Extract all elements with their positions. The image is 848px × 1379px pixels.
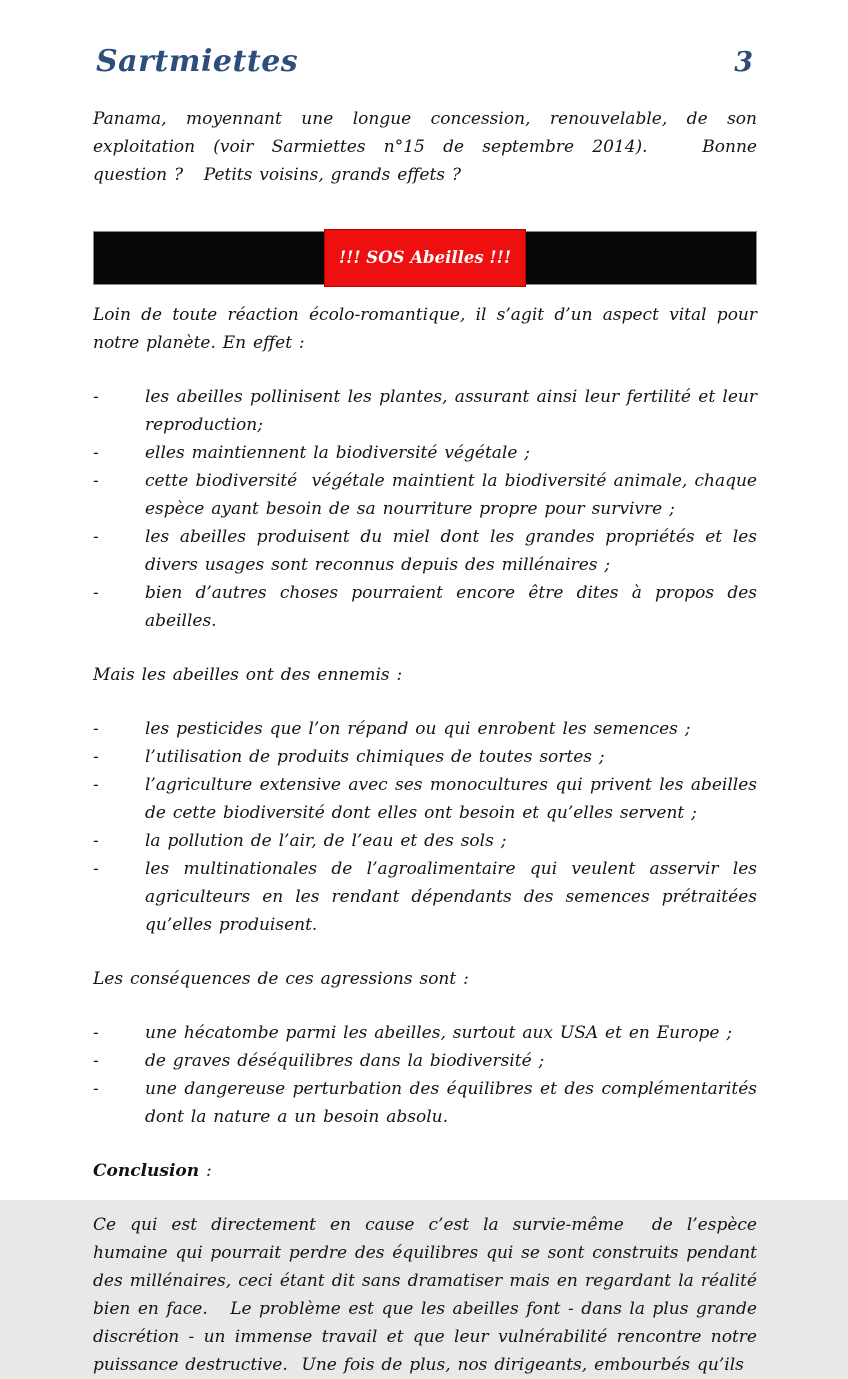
list-item-dash: - [93, 1023, 99, 1043]
page-content [0, 105, 848, 1379]
list-item-text: les abeilles pollinisent les plantes, assurant ainsi leur fertilité et leur reproduction; [145, 387, 757, 435]
list-item-text: de graves déséquilibres dans la biodiversité ; [145, 1051, 545, 1071]
list-item-text: la pollution de l’air, de l’eau et des sols ; [145, 831, 507, 851]
list-item [93, 523, 757, 579]
list-item-dash: - [93, 859, 99, 879]
paragraph-effet: Loin de toute réaction écolo-romantique, il s’agit d’un aspect vital pour notre planète. En effet : [93, 305, 757, 353]
list-item [93, 579, 757, 635]
list-item-dash: - [93, 583, 99, 603]
list-item-text: l’utilisation de produits chimiques de toutes sortes ; [145, 747, 605, 767]
list-item [93, 1047, 757, 1075]
list-item [93, 743, 757, 771]
list-item [93, 827, 757, 855]
list-item [93, 439, 757, 467]
page-number: 3 [734, 47, 753, 78]
consequences-list [93, 1019, 757, 1131]
list-item [93, 771, 757, 827]
benefits-list [93, 383, 757, 635]
list-item [93, 855, 757, 939]
list-item-dash: - [93, 527, 99, 547]
list-item-dash: - [93, 443, 99, 463]
list-item-dash: - [93, 831, 99, 851]
list-item-text: une dangereuse perturbation des équilibres et des complémentarités dont la nature a un besoin absolu. [145, 1079, 757, 1127]
conclusion-colon: : [199, 1161, 212, 1181]
list-item-dash: - [93, 471, 99, 491]
list-item-text: elles maintiennent la biodiversité végétale ; [145, 443, 531, 463]
list-item [93, 1019, 757, 1047]
list-item-dash: - [93, 747, 99, 767]
sos-banner [93, 231, 757, 285]
paragraph-ennemis: Mais les abeilles ont des ennemis : [93, 665, 403, 685]
newsletter-title: Sartmiettes [96, 44, 299, 79]
list-item-text: les multinationales de l’agroalimentaire qui veulent asservir les agriculteurs en les rendant dépendants des semences prétraitées qu’elles produisent. [145, 859, 757, 935]
list-item-dash: - [93, 387, 99, 407]
list-item [93, 467, 757, 523]
paragraph-consequences: Les conséquences de ces agressions sont : [93, 969, 469, 989]
list-item-text: l’agriculture extensive avec ses monocultures qui privent les abeilles de cette biodiversité dont elles ont besoin et qu’elles servent ; [145, 775, 757, 823]
list-item-text: cette biodiversité végétale maintient la biodiversité animale, chaque espèce ayant besoin de sa nourriture propre pour survivre ; [145, 471, 757, 519]
sos-banner-red-box [324, 229, 526, 287]
list-item-dash: - [93, 775, 99, 795]
list-item-text: bien d’autres choses pourraient encore être dites à propos des abeilles. [145, 583, 757, 631]
list-item [93, 1075, 757, 1131]
conclusion-paragraph: Ce qui est directement en cause c’est la survie-même de l’espèce humaine qui pourrait perdre des équilibres qui se sont construits pendant des millénaires, ceci étant dit sans dramatiser mais en regardant la réalité bien en face. Le problème est que les abeilles font - dans la plus grande discrétion - un immense travail et que leur vulnérabilité rencontre notre puissance destructive. Une fois de plus, nos dirigeants, embourbés qu’ils [93, 1215, 757, 1375]
list-item-text: les pesticides que l’on répand ou qui enrobent les semences ; [145, 719, 691, 739]
list-item-dash: - [93, 1051, 99, 1071]
conclusion-heading [93, 1157, 757, 1185]
list-item-dash: - [93, 1079, 99, 1099]
list-item-text: les abeilles produisent du miel dont les grandes propriétés et les divers usages sont reconnus depuis des millénaires ; [145, 527, 757, 575]
list-item-dash: - [93, 719, 99, 739]
conclusion-label: Conclusion [93, 1161, 200, 1181]
page-header [0, 0, 848, 79]
intro-paragraph: Panama, moyennant une longue concession, renouvelable, de son exploitation (voir Sarmiettes n°15 de septembre 2014). Bonne question ? Petits voisins, grands effets ? [93, 109, 757, 185]
list-item [93, 383, 757, 439]
list-item-text: une hécatombe parmi les abeilles, surtout aux USA et en Europe ; [145, 1023, 733, 1043]
enemies-list [93, 715, 757, 939]
list-item [93, 715, 757, 743]
sos-banner-label: !!! SOS Abeilles !!! [338, 248, 512, 267]
